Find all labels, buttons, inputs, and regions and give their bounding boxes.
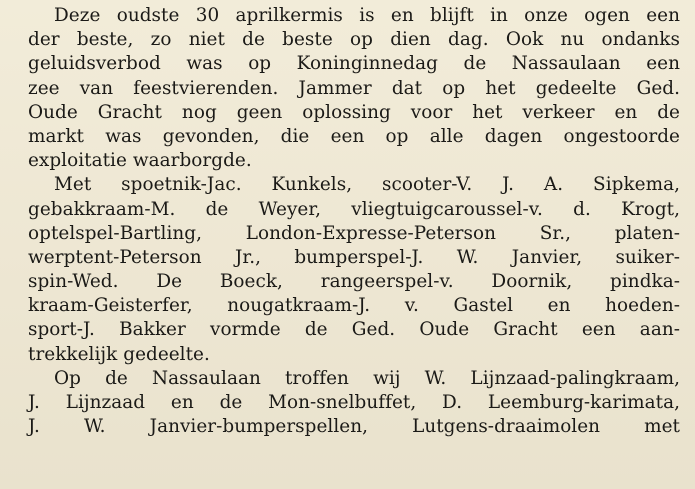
text-line: trekkelijk gedeelte.	[28, 343, 210, 365]
paragraph-2	[28, 173, 680, 367]
text-line: optelspel-Bartling, London-Expresse-Peterson Sr., platen-	[28, 222, 680, 244]
text-line: Deze oudste 30 aprilkermis is en blijft in onze ogen een	[54, 5, 680, 26]
text-line: spin-Wed. De Boeck, rangeerspel-v. Doornik, pindka-	[28, 271, 680, 293]
text-line: Op de Nassaulaan troffen wij W. Lijnzaad-palingkraam,	[54, 367, 680, 389]
text-line: markt was gevonden, die een op alle dagen ongestoorde	[28, 125, 680, 147]
text-line: J. W. Janvier-bumperspellen, Lutgens-draaimolen met	[28, 416, 680, 438]
paragraph-1	[28, 4, 680, 173]
text-line: werptent-Peterson Jr., bumperspel-J. W. Janvier, suiker-	[28, 246, 680, 268]
text-line: Met spoetnik-Jac. Kunkels, scooter-V. J. A. Sipkema,	[54, 174, 680, 196]
paragraph-3	[28, 367, 680, 440]
text-line: exploitatie waarborgde.	[28, 150, 252, 172]
text-line: sport-J. Bakker vormde de Ged. Oude Gracht een aan-	[28, 319, 680, 341]
text-line: der beste, zo niet de beste op dien dag. Ook nu ondanks	[28, 29, 680, 51]
text-line: kraam-Geisterfer, nougatkraam-J. v. Gastel en hoeden-	[28, 295, 680, 317]
text-line: zee van feestvierenden. Jammer dat op het gedeelte Ged.	[28, 77, 680, 99]
article-text	[28, 4, 680, 439]
text-line: geluidsverbod was op Koninginnedag de Nassaulaan een	[28, 53, 680, 75]
text-line: J. Lijnzaad en de Mon-snelbuffet, D. Leemburg-karimata,	[28, 392, 680, 413]
text-line: gebakkraam-M. de Weyer, vliegtuigcaroussel-v. d. Krogt,	[28, 198, 680, 220]
text-line: Oude Gracht nog geen oplossing voor het verkeer en de	[28, 101, 680, 123]
